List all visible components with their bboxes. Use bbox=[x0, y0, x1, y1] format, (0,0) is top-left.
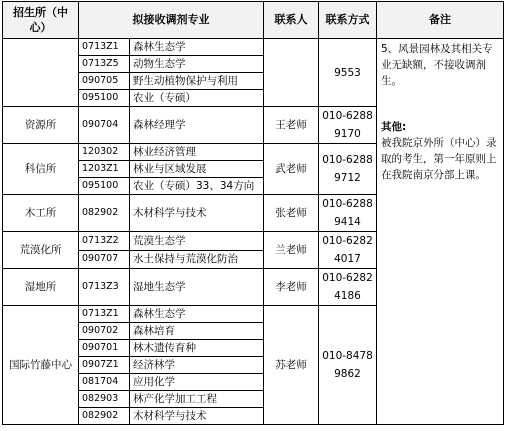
major-code: 090705 bbox=[79, 73, 130, 90]
major-name: 动物生态学 bbox=[130, 56, 264, 73]
major-name: 农业（专硕）33、34方向 bbox=[130, 178, 264, 195]
major-code: 0713Z2 bbox=[79, 232, 130, 251]
major-code: 0713Z3 bbox=[79, 269, 130, 306]
major-name: 湿地生态学 bbox=[130, 269, 264, 306]
header-row bbox=[3, 2, 504, 39]
contact-phone: 010-6288 9170 bbox=[319, 107, 377, 144]
table-row bbox=[3, 39, 504, 56]
contact-person: 兰老师 bbox=[264, 232, 319, 269]
contact-person: 张老师 bbox=[264, 195, 319, 232]
major-code: 081704 bbox=[79, 374, 130, 391]
unit-cell: 荒漠化所 bbox=[3, 232, 79, 269]
major-code: 082902 bbox=[79, 408, 130, 425]
major-code: 090702 bbox=[79, 323, 130, 340]
major-name: 荒漠生态学 bbox=[130, 232, 264, 251]
header-phone: 联系方式 bbox=[319, 2, 377, 39]
major-code: 0907Z1 bbox=[79, 357, 130, 374]
major-code: 0713Z1 bbox=[79, 306, 130, 323]
contact-phone: 010-6288 9712 bbox=[319, 144, 377, 195]
major-name: 林产化学加工工程 bbox=[130, 391, 264, 408]
major-name: 水土保持与荒漠化防治 bbox=[130, 250, 264, 269]
major-name: 木材科学与技术 bbox=[130, 408, 264, 425]
header-contact: 联系人 bbox=[264, 2, 319, 39]
major-code: 0713Z5 bbox=[79, 56, 130, 73]
contact-phone: 010-8478 9862 bbox=[319, 306, 377, 425]
unit-cell: 国际竹藤中心 bbox=[3, 306, 79, 425]
major-name: 森林生态学 bbox=[130, 306, 264, 323]
major-name: 林业与区域发展 bbox=[130, 161, 264, 178]
major-name: 应用化学 bbox=[130, 374, 264, 391]
major-name: 农业（专硕） bbox=[130, 90, 264, 107]
contact-phone: 010-6288 9414 bbox=[319, 195, 377, 232]
contact-person: 苏老师 bbox=[264, 306, 319, 425]
major-name: 森林培育 bbox=[130, 323, 264, 340]
major-code: 082903 bbox=[79, 391, 130, 408]
major-name: 森林生态学 bbox=[130, 39, 264, 56]
major-code: 095100 bbox=[79, 90, 130, 107]
major-name: 木材科学与技术 bbox=[130, 195, 264, 232]
contact-phone: 9553 bbox=[319, 39, 377, 107]
unit-cell: 资源所 bbox=[3, 107, 79, 144]
header-notes: 备注 bbox=[377, 2, 504, 39]
contact-phone: 010-6282 4186 bbox=[319, 269, 377, 306]
major-name: 野生动植物保护与利用 bbox=[130, 73, 264, 90]
contact-person: 王老师 bbox=[264, 107, 319, 144]
major-code: 120302 bbox=[79, 144, 130, 161]
contact-phone: 010-6282 4017 bbox=[319, 232, 377, 269]
major-name: 经济林学 bbox=[130, 357, 264, 374]
major-name: 林木遗传育种 bbox=[130, 340, 264, 357]
contact-person: 武老师 bbox=[264, 144, 319, 195]
header-unit: 招生所（中心） bbox=[3, 2, 79, 39]
unit-cell: 湿地所 bbox=[3, 269, 79, 306]
notes-cell bbox=[377, 39, 504, 425]
note-spacer bbox=[381, 89, 499, 119]
major-code: 090704 bbox=[79, 107, 130, 144]
note-item-5: 5、风景园林及其相关专业无缺额，不接收调剂生。 bbox=[381, 43, 493, 87]
major-code: 082902 bbox=[79, 195, 130, 232]
adjustment-table bbox=[2, 1, 504, 425]
contact-person: 李老师 bbox=[264, 269, 319, 306]
unit-cell bbox=[3, 39, 79, 107]
major-code: 090707 bbox=[79, 250, 130, 269]
major-code: 095100 bbox=[79, 178, 130, 195]
header-major: 拟接收调剂专业 bbox=[79, 2, 264, 39]
major-code: 1203Z1 bbox=[79, 161, 130, 178]
unit-cell: 科信所 bbox=[3, 144, 79, 195]
unit-cell: 木工所 bbox=[3, 195, 79, 232]
table-body bbox=[3, 39, 504, 425]
major-name: 林业经济管理 bbox=[130, 144, 264, 161]
major-name: 森林经理学 bbox=[130, 107, 264, 144]
contact-person bbox=[264, 39, 319, 107]
major-code: 0713Z1 bbox=[79, 39, 130, 56]
note-other-title: 其他: bbox=[381, 121, 407, 133]
note-other-text: 被我院京外所（中心）录取的考生，第一年原则上在我院南京分部上课。 bbox=[381, 137, 497, 181]
major-code: 090701 bbox=[79, 340, 130, 357]
